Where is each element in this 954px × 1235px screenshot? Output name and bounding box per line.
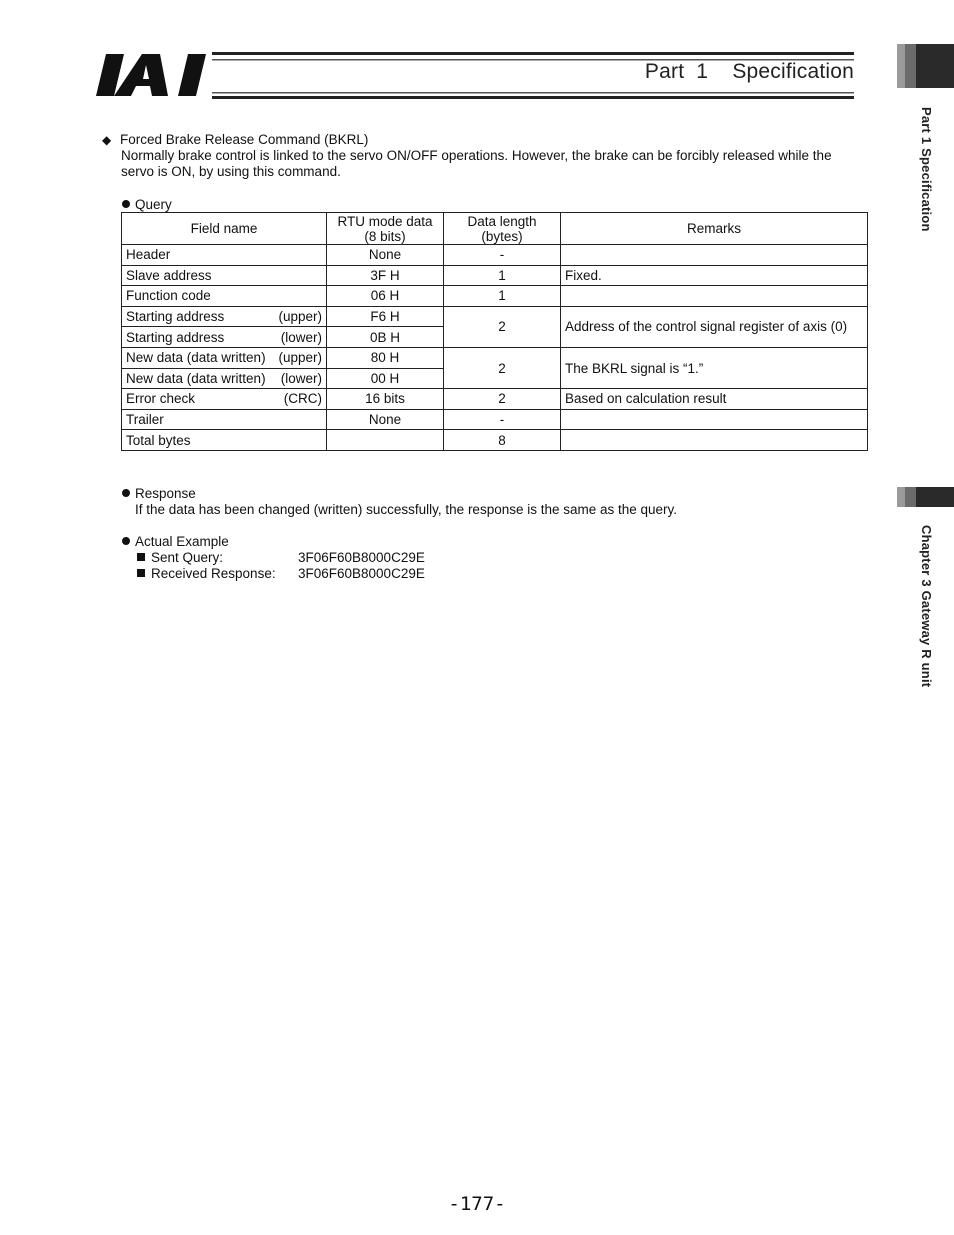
cell-remarks: Address of the control signal register of axis (0) [561,306,868,347]
table-row [122,409,868,430]
cell-length: 1 [444,286,561,307]
cell-length: 2 [444,347,561,388]
cell-length: - [444,245,561,266]
table-row [122,286,868,307]
cell-length: 2 [444,306,561,347]
cell-field: Starting address (lower) [122,327,327,348]
table-header-row [122,213,868,245]
cell-field: Slave address [122,265,327,286]
section-description-line2: servo is ON, by using this command. [121,164,341,179]
example-heading [122,534,229,550]
query-label: Query [135,197,172,212]
cell-field: Header [122,245,327,266]
cell-length: 1 [444,265,561,286]
query-heading [122,197,172,213]
cell-field: Trailer [122,409,327,430]
bullet-icon [122,489,130,497]
square-bullet-icon [137,553,145,561]
col-header-field-name: Field name [122,213,327,245]
table-row [122,265,868,286]
cell-rtu: 00 H [327,368,444,389]
iai-logo [96,50,214,100]
side-tab-part1-label: Part 1 Specification [919,107,934,232]
col-header-rtu: RTU mode data (8 bits) [327,213,444,245]
col-header-length: Data length (bytes) [444,213,561,245]
cell-remarks: Fixed. [561,265,868,286]
square-bullet-icon [137,569,145,577]
cell-length: 2 [444,389,561,410]
table-row [122,389,868,410]
cell-rtu: 0B H [327,327,444,348]
table-row [122,306,868,327]
cell-rtu: 06 H [327,286,444,307]
section-title: Forced Brake Release Command (BKRL) [120,132,369,147]
side-tab-chapter3 [897,487,954,507]
side-tab-part1 [897,44,954,88]
section-description-line1: Normally brake control is linked to the servo ON/OFF operations. However, the brake can be forcibly released while the [121,148,832,163]
cell-remarks: Based on calculation result [561,389,868,410]
cell-remarks: The BKRL signal is “1.” [561,347,868,388]
response-label: Response [135,486,196,501]
sent-query-label: Sent Query: [137,550,223,566]
cell-remarks [561,286,868,307]
cell-field: Starting address (upper) [122,306,327,327]
page-number: -177- [448,1193,506,1215]
response-text: If the data has been changed (written) successfully, the response is the same as the query. [135,502,678,517]
cell-remarks [561,409,868,430]
table-row [122,347,868,368]
received-response-label: Received Response: [137,566,276,582]
table-row [122,430,868,451]
bullet-icon [122,537,130,545]
cell-field: New data (data written) (lower) [122,368,327,389]
cell-rtu [327,430,444,451]
cell-field: Total bytes [122,430,327,451]
diamond-bullet-icon: ◆ [102,133,112,147]
cell-rtu: 16 bits [327,389,444,410]
cell-field: New data (data written) (upper) [122,347,327,368]
received-response-value: 3F06F60B8000C29E [298,566,425,581]
col-header-remarks: Remarks [561,213,868,245]
cell-rtu: None [327,245,444,266]
cell-field: Error check (CRC) [122,389,327,410]
cell-length: 8 [444,430,561,451]
cell-remarks [561,430,868,451]
cell-remarks [561,245,868,266]
query-table [121,212,868,451]
table-row [122,245,868,266]
cell-rtu: F6 H [327,306,444,327]
cell-field: Function code [122,286,327,307]
part-title: Part 1 Specification [644,60,854,83]
cell-length: - [444,409,561,430]
cell-rtu: 3F H [327,265,444,286]
cell-rtu: 80 H [327,347,444,368]
response-heading [122,486,196,502]
side-tab-chapter3-label: Chapter 3 Gateway R unit [919,525,934,688]
example-label: Actual Example [135,534,229,549]
bullet-icon [122,200,130,208]
sent-query-value: 3F06F60B8000C29E [298,550,425,565]
cell-rtu: None [327,409,444,430]
